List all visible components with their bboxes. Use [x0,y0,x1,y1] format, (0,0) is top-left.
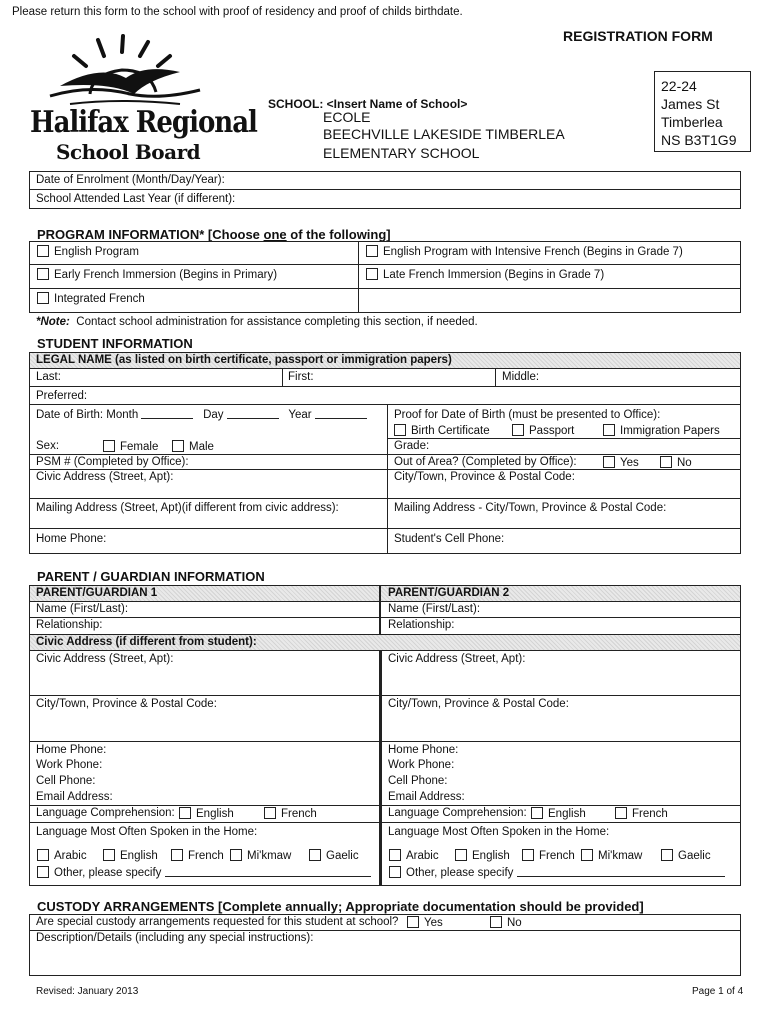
hrsb-logo [30,34,257,164]
parent2-city-field[interactable]: City/Town, Province & Postal Code: [388,698,569,710]
sex-female-option[interactable]: Female [103,440,158,454]
parent2-home-english[interactable]: English [455,849,510,863]
checkbox[interactable] [603,424,615,436]
parent1-work-phone[interactable]: Work Phone: [36,759,103,771]
parent1-home-other[interactable]: Other, please specify [37,866,371,880]
civic-address-header: Civic Address (if different from student): [36,636,257,648]
checkbox[interactable] [366,268,378,280]
parent-info-box [29,585,741,886]
checkbox[interactable] [455,849,467,861]
out-of-area-yes[interactable]: Yes [603,456,639,470]
checkbox[interactable] [389,849,401,861]
last-name-field[interactable]: Last: [36,371,61,383]
proof-immigration-papers[interactable]: Immigration Papers [603,424,720,438]
proof-dob-label: Proof for Date of Birth (must be presented to Office): [394,409,661,421]
logo-text-line2: School Board [56,140,201,164]
parent1-lang-english[interactable]: English [179,807,234,821]
program-option-intensive-french[interactable]: English Program with Intensive French (Begins in Grade 7) [366,245,683,259]
checkbox[interactable] [366,245,378,257]
checkbox[interactable] [512,424,524,436]
home-phone-field[interactable]: Home Phone: [36,533,107,545]
middle-name-field[interactable]: Middle: [502,371,540,383]
dob-field[interactable]: Date of Birth: Month Day Year [36,409,367,422]
parent2-lang-french[interactable]: French [615,807,668,821]
parent1-name-field[interactable]: Name (First/Last): [36,603,129,615]
parent2-lang-comp-label: Language Comprehension: [388,807,527,819]
first-name-field[interactable]: First: [288,371,314,383]
checkbox[interactable] [264,807,276,819]
checkbox[interactable] [581,849,593,861]
checkbox[interactable] [603,456,615,468]
page-number: Page 1 of 4 [692,986,744,997]
school-address-box [654,71,751,152]
mailing-address-field[interactable]: Mailing Address (Street, Apt)(if different from civic address): [36,502,339,514]
program-option-integrated-french[interactable]: Integrated French [37,292,145,306]
grade-field[interactable]: Grade: [394,440,430,452]
parent1-home-phone[interactable]: Home Phone: [36,744,107,756]
parent2-civic-field[interactable]: Civic Address (Street, Apt): [388,653,526,665]
last-school-field[interactable]: School Attended Last Year (if different): [36,193,236,205]
checkbox[interactable] [179,807,191,819]
parent1-cell-phone[interactable]: Cell Phone: [36,775,96,787]
sex-male-option[interactable]: Male [172,440,214,454]
program-option-english[interactable]: English Program [37,245,139,259]
custody-section-title: CUSTODY ARRANGEMENTS [Complete annually; Appropriate documentation should be provided] [37,899,644,914]
parent2-header: PARENT/GUARDIAN 2 [388,587,510,599]
school-name-line3: ELEMENTARY SCHOOL [323,145,480,161]
school-name-line2: BEECHVILLE LAKESIDE TIMBERLEA [323,126,565,142]
civic-address-field[interactable]: Civic Address (Street, Apt): [36,471,174,483]
checkbox[interactable] [394,424,406,436]
checkbox[interactable] [522,849,534,861]
custody-question: Are special custody arrangements requested for this student at school? [36,916,399,928]
school-name-line1: ECOLE [323,109,371,125]
parent2-home-phone[interactable]: Home Phone: [388,744,459,756]
sex-field: Sex: [36,440,60,452]
parent1-home-arabic[interactable]: Arabic [37,849,87,863]
parent2-home-arabic[interactable]: Arabic [389,849,439,863]
checkbox[interactable] [490,916,502,928]
legal-name-header: LEGAL NAME (as listed on birth certificate, passport or immigration papers) [36,354,452,366]
enrolment-date-field[interactable]: Date of Enrolment (Month/Day/Year): [36,174,225,186]
address-line4: NS B3T1G9 [661,132,737,148]
parent2-cell-phone[interactable]: Cell Phone: [388,775,448,787]
parent2-name-field[interactable]: Name (First/Last): [388,603,481,615]
parent1-home-english[interactable]: English [103,849,158,863]
checkbox[interactable] [407,916,419,928]
program-option-early-french[interactable]: Early French Immersion (Begins in Primary) [37,268,277,282]
checkbox[interactable] [37,849,49,861]
parent2-work-phone[interactable]: Work Phone: [388,759,455,771]
checkbox[interactable] [37,866,49,878]
checkbox[interactable] [172,440,184,452]
parent1-relationship-field[interactable]: Relationship: [36,619,103,631]
checkbox[interactable] [103,440,115,452]
return-instruction: Please return this form to the school with proof of residency and proof of childs birthdate. [12,6,463,18]
parent1-city-field[interactable]: City/Town, Province & Postal Code: [36,698,217,710]
parent-section-title: PARENT / GUARDIAN INFORMATION [37,569,265,584]
parent1-lang-french[interactable]: French [264,807,317,821]
proof-birth-certificate[interactable]: Birth Certificate [394,424,490,438]
parent1-email[interactable]: Email Address: [36,791,113,803]
program-option-late-french[interactable]: Late French Immersion (Begins in Grade 7) [366,268,604,282]
program-section-title: PROGRAM INFORMATION* [Choose one of the following] [37,227,391,242]
parent2-email[interactable]: Email Address: [388,791,465,803]
sun-bird-icon [30,34,210,114]
checkbox[interactable] [230,849,242,861]
checkbox[interactable] [37,245,49,257]
psm-field[interactable]: PSM # (Completed by Office): [36,456,189,468]
parent1-home-mikmaw[interactable]: Mi'kmaw [230,849,291,863]
out-of-area-no[interactable]: No [660,456,692,470]
parent1-lang-home-label: Language Most Often Spoken in the Home: [36,826,258,838]
checkbox[interactable] [37,292,49,304]
address-line1: 22-24 [661,78,697,94]
parent2-home-other[interactable]: Other, please specify [389,866,725,880]
proof-passport[interactable]: Passport [512,424,574,438]
student-cell-field[interactable]: Student's Cell Phone: [394,533,505,545]
checkbox[interactable] [615,807,627,819]
checkbox[interactable] [103,849,115,861]
city-province-field[interactable]: City/Town, Province & Postal Code: [394,471,575,483]
address-line2: James St [661,96,720,112]
checkbox[interactable] [37,268,49,280]
checkbox[interactable] [661,849,673,861]
revised-date: Revised: January 2013 [36,986,139,997]
mailing-city-field[interactable]: Mailing Address - City/Town, Province & Postal Code: [394,502,667,514]
form-title: REGISTRATION FORM [563,28,713,44]
student-section-title: STUDENT INFORMATION [37,336,193,351]
parent2-lang-english[interactable]: English [531,807,586,821]
parent2-lang-home-label: Language Most Often Spoken in the Home: [388,826,610,838]
parent2-home-gaelic[interactable]: Gaelic [661,849,711,863]
parent1-lang-comp-label: Language Comprehension: [36,807,175,819]
parent2-home-mikmaw[interactable]: Mi'kmaw [581,849,642,863]
parent2-relationship-field[interactable]: Relationship: [388,619,455,631]
custody-no[interactable]: No [490,916,522,930]
address-line3: Timberlea [661,114,723,130]
program-note: *Note: Contact school administration for assistance completing this section, if needed. [36,316,478,328]
logo-text-line1: Halifax Regional [30,105,257,141]
parent1-home-gaelic[interactable]: Gaelic [309,849,359,863]
preferred-name-field[interactable]: Preferred: [36,390,88,402]
checkbox[interactable] [389,866,401,878]
parent1-civic-field[interactable]: Civic Address (Street, Apt): [36,653,174,665]
checkbox[interactable] [531,807,543,819]
parent1-header: PARENT/GUARDIAN 1 [36,587,158,599]
checkbox[interactable] [171,849,183,861]
custody-yes[interactable]: Yes [407,916,443,930]
parent1-home-french[interactable]: French [171,849,224,863]
school-label: SCHOOL: <Insert Name of School> [268,97,468,111]
custody-description-field[interactable]: Description/Details (including any special instructions): [36,932,314,944]
checkbox[interactable] [309,849,321,861]
out-of-area-label: Out of Area? (Completed by Office): [394,456,577,468]
checkbox[interactable] [660,456,672,468]
parent2-home-french[interactable]: French [522,849,575,863]
